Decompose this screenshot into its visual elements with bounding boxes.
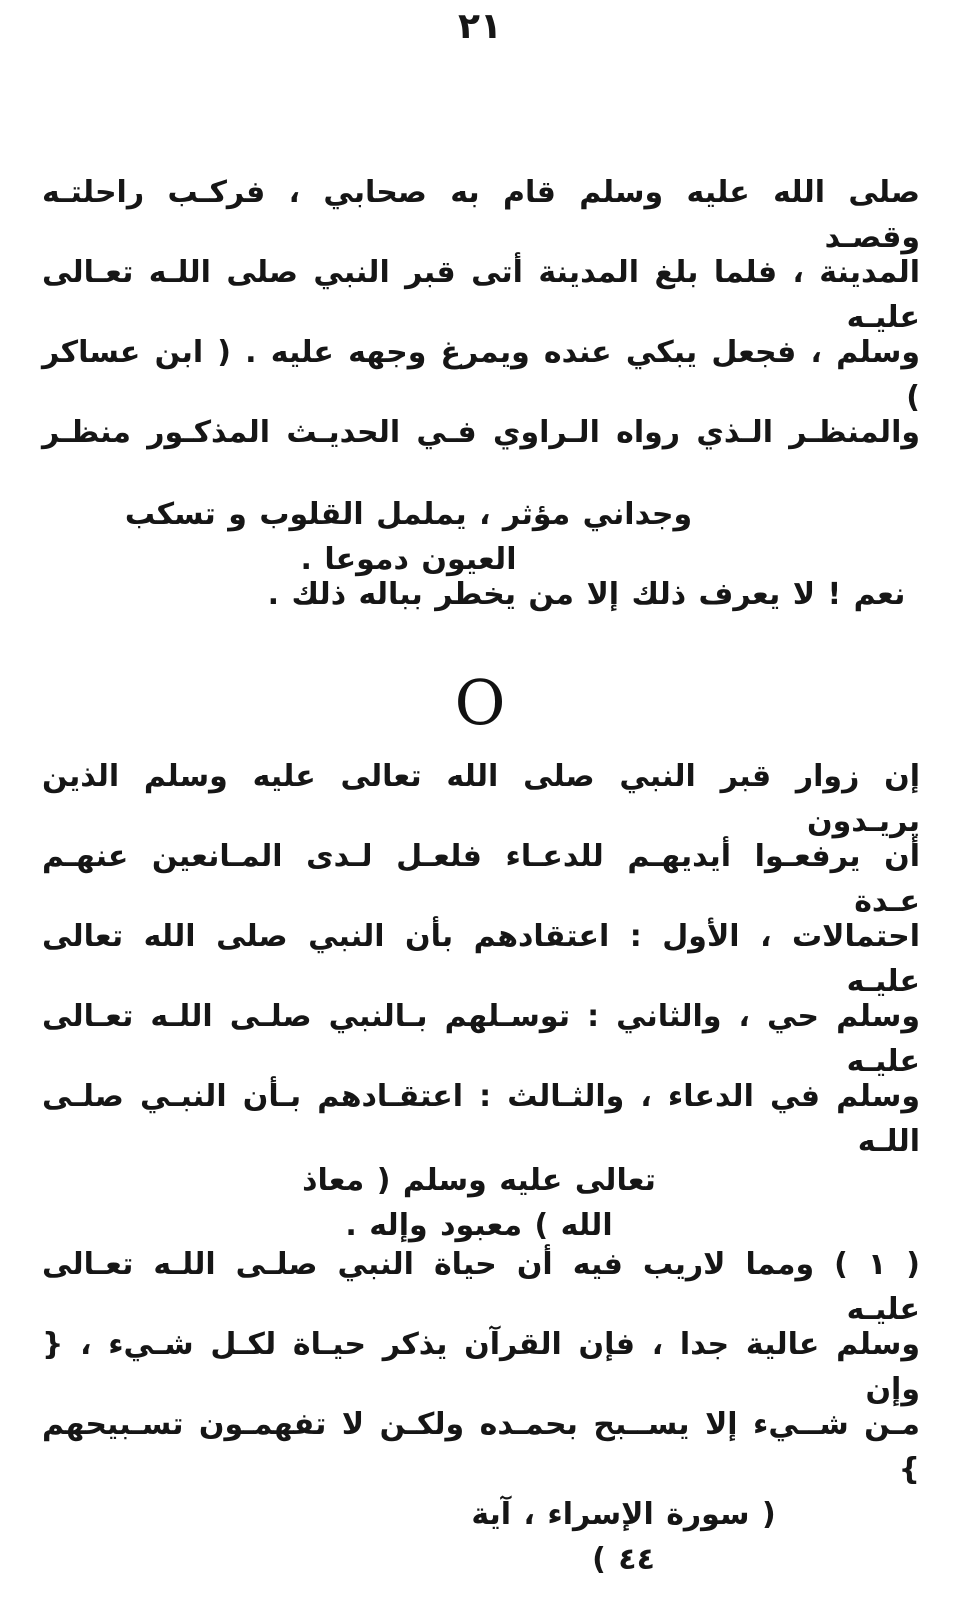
text-line-9: احتمالات ، الأول : اعتقادهم بأن النبي صلى الله تعالى عليـه — [42, 919, 920, 999]
text-line-14: وسلم عالية جدا ، فإن القرآن يذكر حيـاة لكـل شـيء ، { وإن — [42, 1327, 920, 1407]
page-number: ٢١ — [458, 6, 502, 47]
text-line-6: نعم ! لا يعرف ذلك إلا من يخطر بباله ذلك . — [267, 577, 906, 612]
quran-citation-line: ( سورة الإسراء ، آية ٤٤ ) — [471, 1497, 776, 1577]
text-line-4: والمنظـر الـذي رواه الـراوي فـي الحديـث المذكـور منظـر — [42, 415, 920, 450]
text-line-3: وسلم ، فجعل يبكي عنده ويمرغ وجهه عليه . ( ابن عساكر ) — [42, 335, 920, 415]
text-line-8: أن يرفعـوا أيديهـم للدعـاء فلعـل لـدى المـانعين عنهـم عـدة — [42, 839, 920, 919]
section-separator: O — [454, 666, 506, 739]
text-line-13: ( ١ ) ومما لاريب فيه أن حياة النبي صلـى اللـه تعـالى عليـه — [42, 1247, 920, 1327]
text-line-7: إن زوار قبر النبي صلى الله تعالى عليه وسلم الذين يريـدون — [42, 759, 920, 839]
text-line-10: وسلم حي ، والثاني : توسـلهم بـالنبي صلـى اللـه تعـالى عليـه — [42, 999, 920, 1079]
text-line-1: صلى الله عليه وسلم قام به صحابي ، فركـب راحلتـه وقصـد — [42, 175, 920, 255]
text-line-11: وسلم في الدعاء ، والثـالث : اعتقـادهم بـأن النبـي صلـى اللـه — [42, 1079, 920, 1159]
text-line-15: مـن شــيء إلا يســبح بحمـده ولكـن لا تفهمـون تسـبيحهم } — [42, 1407, 920, 1487]
text-line-2: المدينة ، فلما بلغ المدينة أتى قبر النبي صلى اللـه تعـالى عليـه — [42, 255, 920, 335]
text-line-5: وجداني مؤثر ، يململ القلوب و تسكب العيون دموعا . — [124, 497, 693, 577]
text-line-12: تعالى عليه وسلم ( معاذ الله ) معبود وإله . — [302, 1163, 656, 1243]
